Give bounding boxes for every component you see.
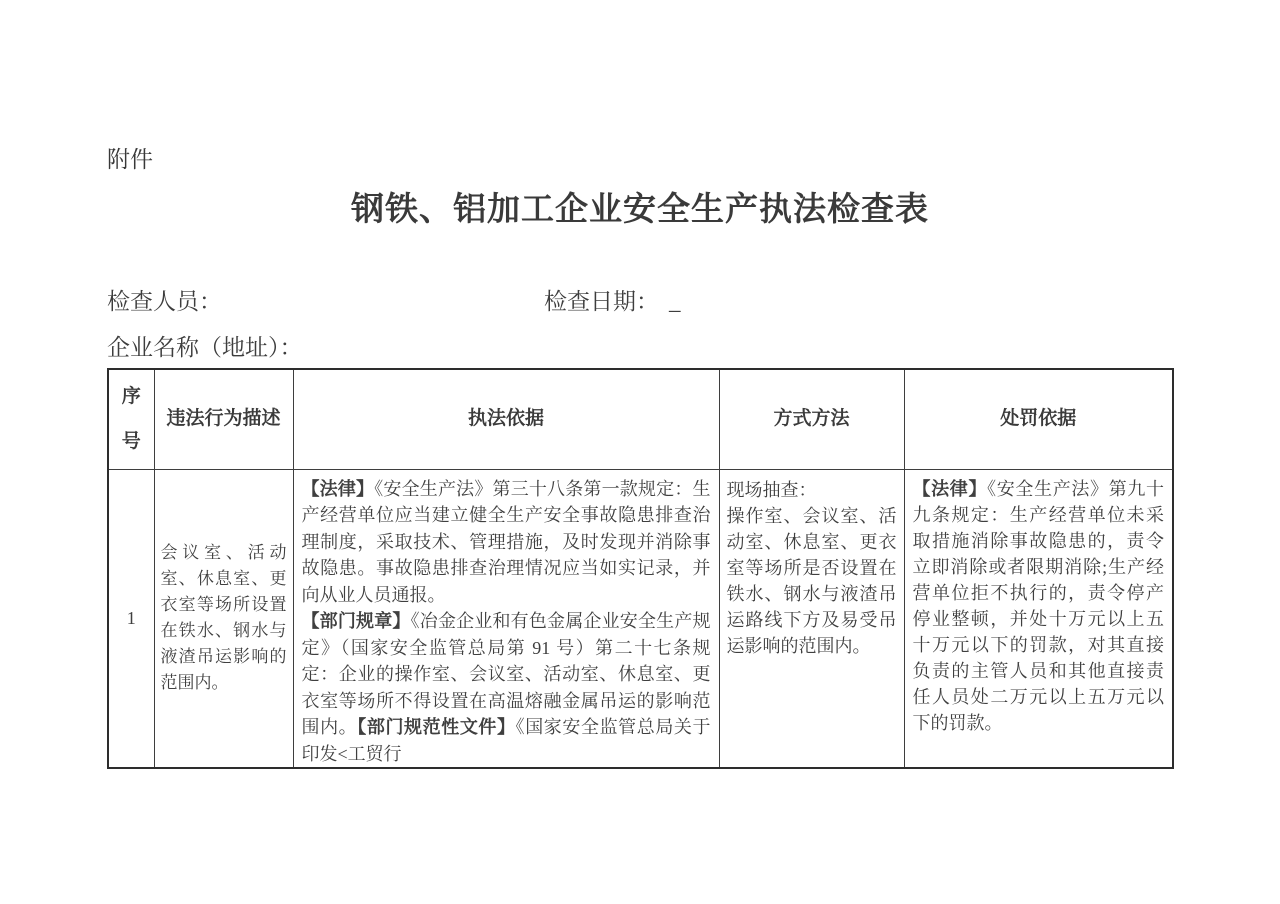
penalty-basis-cell xyxy=(904,469,1173,768)
date-label: 检查日期： xyxy=(544,289,659,314)
col-header-violation: 违法行为描述 xyxy=(154,369,293,469)
inspection-table xyxy=(107,368,1174,769)
col-header-enforcement-basis: 执法依据 xyxy=(293,369,719,469)
page-title: 钢铁、铝加工企业安全生产执法检查表 xyxy=(351,192,929,228)
date-underscore: _ xyxy=(669,289,681,314)
col-header-index: 序号 xyxy=(108,369,154,469)
penalty-paragraph: 【法律】《安全生产法》第九十九条规定：生产经营单位未采取措施消除事故隐患的，责令立即消除或者限期消除;生产经营单位拒不执行的，责令停产停业整顿，并处十万元以上五十万元以下的罚款，对其直接负责的主管人员和其他直接责任人员处二万元以上五万元以下的罚款。 xyxy=(912,478,1165,733)
attachment-label: 附件 xyxy=(107,146,153,172)
enforcement-basis-cell xyxy=(293,469,719,768)
method-body: 操作室、会议室、活动室、休息室、更衣室等场所是否设置在铁水、钢水与液渣吊运路线下方及易受吊运影响的范围内。 xyxy=(726,505,897,656)
violation-description-cell: 会议室、活动室、休息室、更衣室等场所设置在铁水、钢水与液渣吊运影响的范围内。 xyxy=(154,469,293,768)
company-label: 企业名称（地址）： xyxy=(107,335,303,360)
header-row xyxy=(108,369,1173,469)
col-header-penalty-basis: 处罚依据 xyxy=(904,369,1173,469)
date-field xyxy=(544,283,681,316)
enforcement-paragraph-law: 【法律】《安全生产法》第三十八条第一款规定：生产经营单位应当建立健全生产安全事故隐患排查治理制度，采取技术、管理措施，及时发现并消除事故隐患。事故隐患排查治理情况应当如实记录，并向从业人员通报。 xyxy=(301,478,711,605)
inspector-label: 检查人员： xyxy=(107,289,222,314)
enforcement-paragraph-regulation: 【部门规章】《冶金企业和有色金属企业安全生产规定》（国家安全监管总局第 91 号）第二十七条规定：企业的操作室、会议室、活动室、休息室、更衣室等场所不得设置在高温熔融金属吊运的影响范围内。【部门规范性文件】《国家安全监管总局关于印发<工贸行 xyxy=(301,611,711,764)
row-index-cell: 1 xyxy=(108,469,154,768)
table-row xyxy=(108,469,1173,768)
method-intro: 现场抽查： xyxy=(726,479,817,500)
method-cell xyxy=(719,469,904,768)
col-header-method: 方式方法 xyxy=(719,369,904,469)
